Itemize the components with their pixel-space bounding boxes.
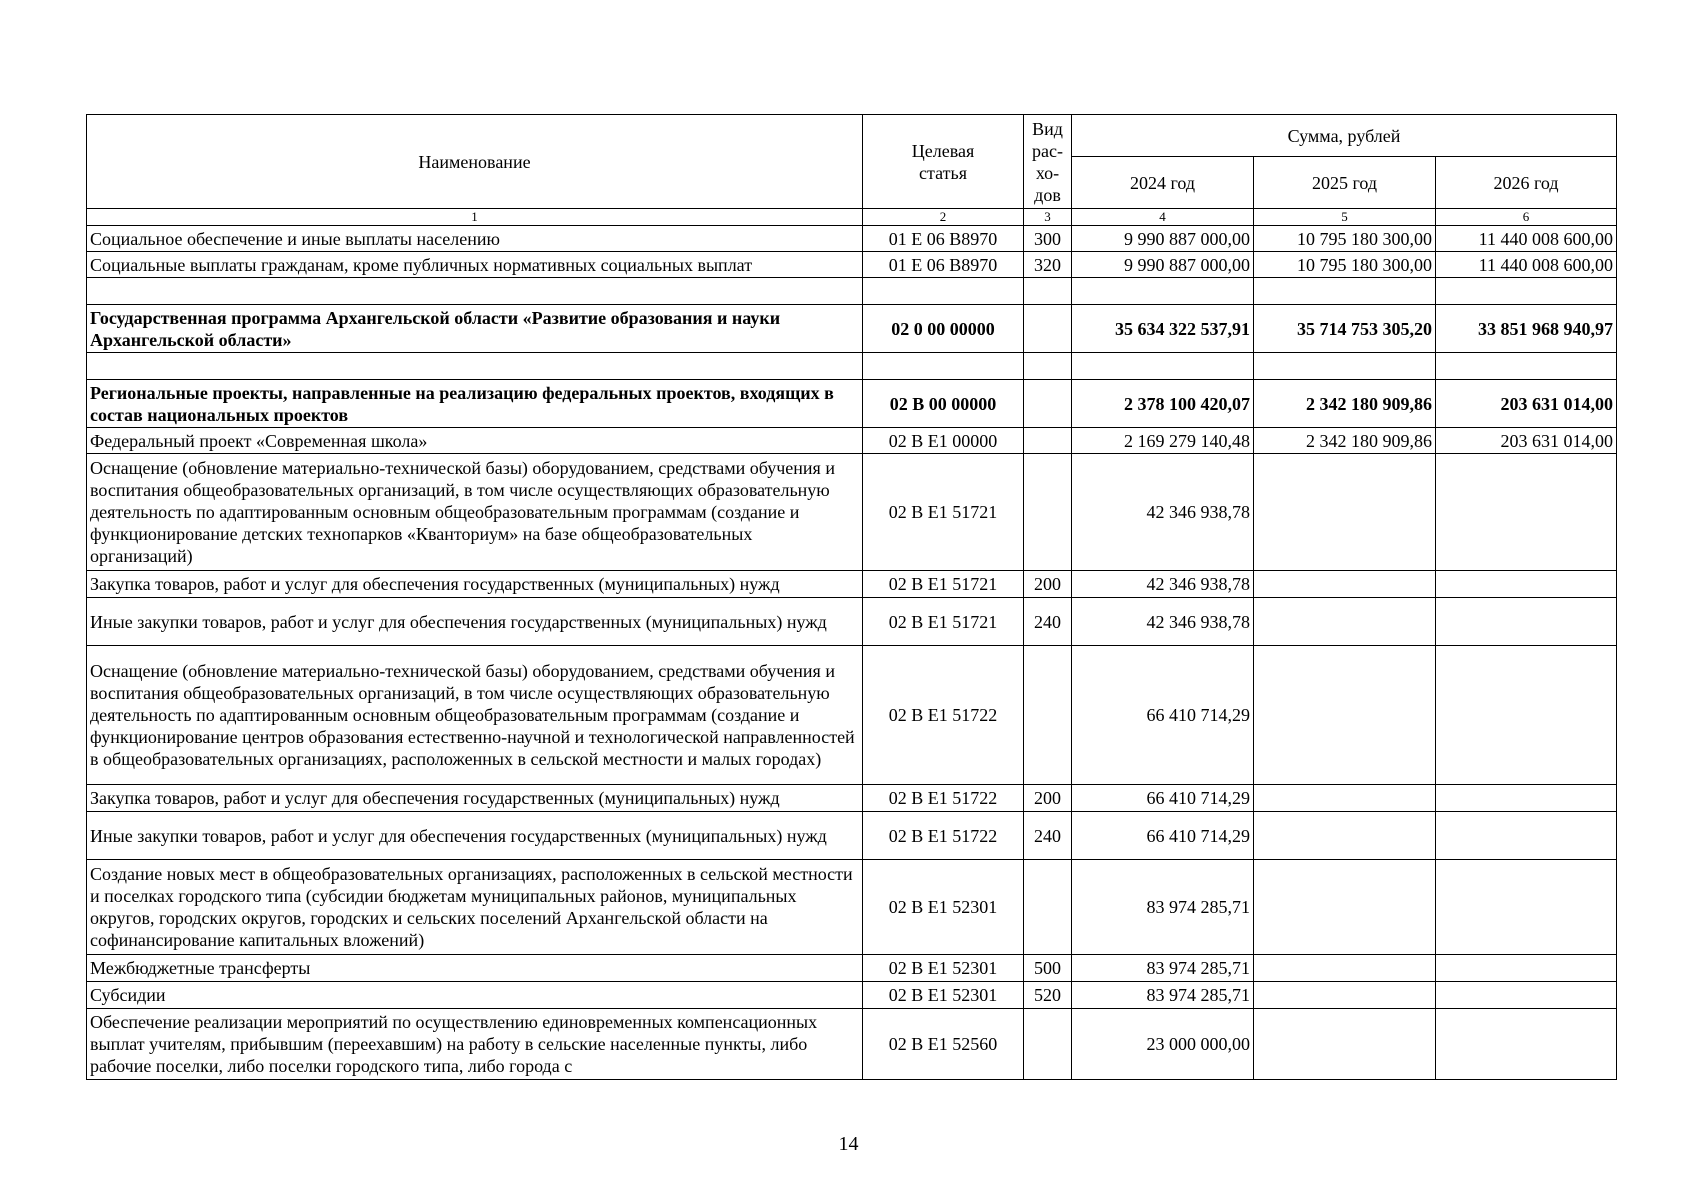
row-sum-2026: 11 440 008 600,00 [1436, 226, 1617, 252]
row-name: Субсидии [87, 982, 863, 1009]
row-name: Межбюджетные трансферты [87, 955, 863, 982]
header-code-line2: статья [919, 162, 967, 183]
row-sum-2025 [1254, 1009, 1436, 1080]
row-sum-2026 [1436, 785, 1617, 812]
row-name: Иные закупки товаров, работ и услуг для обеспечения государственных (муниципальных) нужд [87, 598, 863, 646]
row-sum-2025: 2 342 180 909,86 [1254, 380, 1436, 428]
row-sum-2024: 23 000 000,00 [1072, 1009, 1254, 1080]
row-sum-2025: 10 795 180 300,00 [1254, 252, 1436, 278]
row-sum-2024: 66 410 714,29 [1072, 785, 1254, 812]
row-code: 02 В 00 00000 [863, 380, 1024, 428]
row-kind [1024, 454, 1072, 571]
row-kind: 500 [1024, 955, 1072, 982]
row-code: 02 В Е1 52301 [863, 955, 1024, 982]
row-code: 02 0 00 00000 [863, 305, 1024, 353]
column-number: 4 [1072, 209, 1254, 226]
row-code: 02 В Е1 51722 [863, 785, 1024, 812]
row-sum-2025 [1254, 812, 1436, 860]
row-code: 02 В Е1 51721 [863, 454, 1024, 571]
row-kind [1024, 380, 1072, 428]
row-code: 02 В Е1 51722 [863, 646, 1024, 785]
empty-cell [1436, 353, 1617, 380]
row-sum-2024: 35 634 322 537,91 [1072, 305, 1254, 353]
row-sum-2025 [1254, 785, 1436, 812]
row-name: Иные закупки товаров, работ и услуг для обеспечения государственных (муниципальных) нужд [87, 812, 863, 860]
row-name: Региональные проекты, направленные на реализацию федеральных проектов, входящих в состав национальных проектов [87, 380, 863, 428]
row-sum-2024: 66 410 714,29 [1072, 646, 1254, 785]
row-name: Закупка товаров, работ и услуг для обеспечения государственных (муниципальных) нужд [87, 785, 863, 812]
column-numbers-row [87, 209, 1617, 226]
row-sum-2025: 35 714 753 305,20 [1254, 305, 1436, 353]
row-sum-2024: 83 974 285,71 [1072, 982, 1254, 1009]
header-year-2024: 2024 год [1072, 157, 1254, 209]
column-number: 3 [1024, 209, 1072, 226]
row-code: 01 Е 06 В8970 [863, 226, 1024, 252]
row-kind: 300 [1024, 226, 1072, 252]
row-sum-2025: 10 795 180 300,00 [1254, 226, 1436, 252]
row-sum-2024: 9 990 887 000,00 [1072, 226, 1254, 252]
row-sum-2024: 83 974 285,71 [1072, 955, 1254, 982]
row-name: Федеральный проект «Современная школа» [87, 428, 863, 454]
row-sum-2025 [1254, 646, 1436, 785]
header-kind-line3: хо- [1035, 162, 1060, 183]
empty-cell [863, 278, 1024, 305]
row-name: Создание новых мест в общеобразовательных организациях, расположенных в сельской местности и поселках городского типа (субсидии бюджетам муниципальных районов, муниципальных округов, городских округов, городских и сельских поселений Архангельской области на софинансирование капитальных вложений) [87, 860, 863, 955]
row-kind: 520 [1024, 982, 1072, 1009]
row-sum-2026 [1436, 955, 1617, 982]
row-sum-2026 [1436, 812, 1617, 860]
empty-cell [87, 278, 863, 305]
empty-cell [1254, 278, 1436, 305]
row-name: Социальные выплаты гражданам, кроме публичных нормативных социальных выплат [87, 252, 863, 278]
budget-table [86, 114, 1617, 1080]
row-code: 02 В Е1 00000 [863, 428, 1024, 454]
table-row [87, 955, 1617, 982]
row-kind [1024, 646, 1072, 785]
row-sum-2024: 9 990 887 000,00 [1072, 252, 1254, 278]
empty-cell [863, 353, 1024, 380]
row-sum-2026 [1436, 571, 1617, 598]
empty-cell [1024, 278, 1072, 305]
empty-cell [1436, 278, 1617, 305]
header-sum: Сумма, рублей [1072, 115, 1617, 157]
header-code-line1: Целевая [911, 140, 975, 161]
row-sum-2025 [1254, 598, 1436, 646]
row-code: 02 В Е1 52560 [863, 1009, 1024, 1080]
row-name: Социальное обеспечение и иные выплаты населению [87, 226, 863, 252]
row-sum-2026 [1436, 1009, 1617, 1080]
table-row [87, 428, 1617, 454]
row-sum-2025: 2 342 180 909,86 [1254, 428, 1436, 454]
header-year-2025: 2025 год [1254, 157, 1436, 209]
table-row [87, 598, 1617, 646]
row-code: 02 В Е1 52301 [863, 860, 1024, 955]
row-sum-2024: 42 346 938,78 [1072, 598, 1254, 646]
table-row [87, 226, 1617, 252]
row-name: Оснащение (обновление материально-технической базы) оборудованием, средствами обучения и воспитания общеобразовательных организаций, в том числе осуществляющих образовательную деятельность по адаптированным основным общеобразовательным программам (создание и функционирование детских технопарков «Кванториум» на базе общеобразовательных организаций) [87, 454, 863, 571]
row-kind [1024, 305, 1072, 353]
row-sum-2025 [1254, 982, 1436, 1009]
row-sum-2026 [1436, 982, 1617, 1009]
row-kind: 240 [1024, 812, 1072, 860]
row-sum-2024: 66 410 714,29 [1072, 812, 1254, 860]
spacer-row [87, 353, 1617, 380]
empty-cell [1254, 353, 1436, 380]
empty-cell [1072, 278, 1254, 305]
empty-cell [1072, 353, 1254, 380]
row-name: Обеспечение реализации мероприятий по осуществлению единовременных компенсационных выплат учителям, прибывшим (переехавшим) на работу в сельские населенные пункты, либо рабочие поселки, либо поселки городского типа, либо города с [87, 1009, 863, 1080]
empty-cell [1024, 353, 1072, 380]
table-row [87, 571, 1617, 598]
row-sum-2024: 83 974 285,71 [1072, 860, 1254, 955]
row-sum-2026 [1436, 598, 1617, 646]
table-row [87, 860, 1617, 955]
column-number: 6 [1436, 209, 1617, 226]
header-kind-line2: рас- [1032, 140, 1063, 161]
row-name: Государственная программа Архангельской области «Развитие образования и науки Архангельской области» [87, 305, 863, 353]
row-sum-2026 [1436, 646, 1617, 785]
row-sum-2026 [1436, 860, 1617, 955]
row-sum-2025 [1254, 955, 1436, 982]
table-row-program [87, 305, 1617, 353]
column-number: 5 [1254, 209, 1436, 226]
row-kind: 200 [1024, 785, 1072, 812]
table-row [87, 785, 1617, 812]
header-kind-line4: дов [1034, 184, 1061, 205]
table-row [87, 812, 1617, 860]
row-name: Оснащение (обновление материально-технической базы) оборудованием, средствами обучения и воспитания общеобразовательных организаций, в том числе осуществляющих образовательную деятельность по адаптированным основным общеобразовательным программам (создание и функционирование центров образования естественно-научной и технологической направленностей в общеобразовательных организациях, расположенных в сельской местности и малых городах) [87, 646, 863, 785]
row-sum-2026: 203 631 014,00 [1436, 428, 1617, 454]
row-code: 02 В Е1 51721 [863, 571, 1024, 598]
row-sum-2026: 11 440 008 600,00 [1436, 252, 1617, 278]
row-code: 02 В Е1 52301 [863, 982, 1024, 1009]
row-kind [1024, 428, 1072, 454]
row-sum-2026: 203 631 014,00 [1436, 380, 1617, 428]
row-sum-2025 [1254, 860, 1436, 955]
row-kind [1024, 1009, 1072, 1080]
row-sum-2026: 33 851 968 940,97 [1436, 305, 1617, 353]
row-sum-2024: 2 378 100 420,07 [1072, 380, 1254, 428]
row-code: 02 В Е1 51722 [863, 812, 1024, 860]
column-number: 1 [87, 209, 863, 226]
row-sum-2024: 2 169 279 140,48 [1072, 428, 1254, 454]
row-sum-2026 [1436, 454, 1617, 571]
header-name: Наименование [87, 115, 863, 209]
row-sum-2024: 42 346 938,78 [1072, 454, 1254, 571]
table-row-regional-projects [87, 380, 1617, 428]
column-number: 2 [863, 209, 1024, 226]
header-kind-line1: Вид [1032, 118, 1063, 139]
row-code: 01 Е 06 В8970 [863, 252, 1024, 278]
table-row [87, 646, 1617, 785]
header-year-2026: 2026 год [1436, 157, 1617, 209]
row-sum-2025 [1254, 454, 1436, 571]
row-name: Закупка товаров, работ и услуг для обеспечения государственных (муниципальных) нужд [87, 571, 863, 598]
table-row [87, 1009, 1617, 1080]
header-target-article [863, 115, 1024, 209]
page [86, 114, 1616, 1080]
row-sum-2025 [1254, 571, 1436, 598]
empty-cell [87, 353, 863, 380]
header-expense-kind [1024, 115, 1072, 209]
row-kind: 200 [1024, 571, 1072, 598]
row-kind: 240 [1024, 598, 1072, 646]
table-row [87, 454, 1617, 571]
spacer-row [87, 278, 1617, 305]
page-number: 14 [838, 1133, 859, 1155]
row-kind: 320 [1024, 252, 1072, 278]
table-row [87, 252, 1617, 278]
row-kind [1024, 860, 1072, 955]
table-row [87, 982, 1617, 1009]
row-sum-2024: 42 346 938,78 [1072, 571, 1254, 598]
row-code: 02 В Е1 51721 [863, 598, 1024, 646]
